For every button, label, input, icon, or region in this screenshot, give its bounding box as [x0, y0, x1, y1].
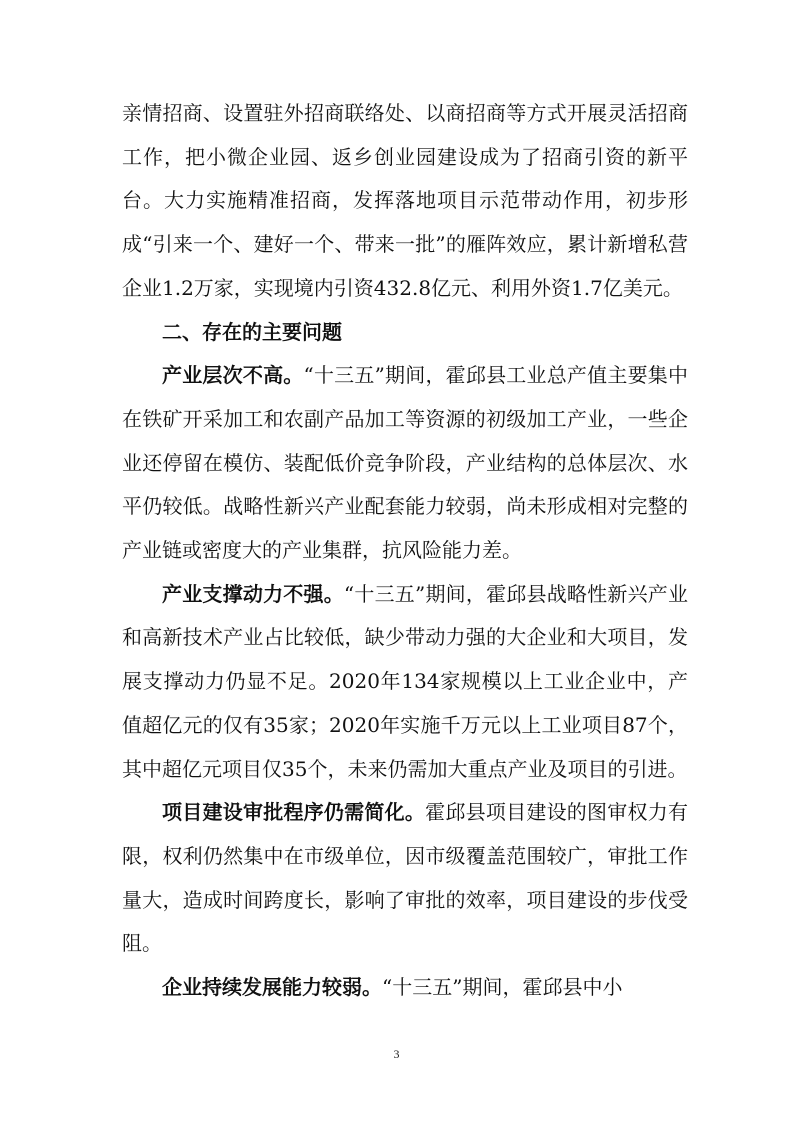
document-body — [122, 92, 688, 1010]
paragraph-text: “十三五”期间，霍邱县中小 — [382, 975, 623, 1000]
paragraph-text: “十三五”期间，霍邱县战略性新兴产业和高新技术产业占比较低，缺少带动力强的大企业和大项目，发展支撑动力仍显不足。2020年134家规模以上工业企业中，产值超亿元的仅有35家；2020年实施千万元以上工业项目87个，其中超亿元项目仅35个，未来仍需加大重点产业及项目的引进。 — [122, 581, 688, 781]
paragraph-lead: 项目建设审批程序仍需简化。 — [162, 800, 426, 825]
paragraph-text: “十三五”期间，霍邱县工业总产值主要集中在铁矿开采加工和农副产品加工等资源的初级加工产业，一些企业还停留在模仿、装配低价竞争阶段，产业结构的总体层次、水平仍较低。战略性新兴产业配套能力较弱，尚未形成相对完整的产业链或密度大的产业集群，抗风险能力差。 — [122, 363, 689, 563]
paragraph-enterprise-development — [122, 966, 688, 1010]
paragraph-lead: 产业层次不高。 — [162, 363, 304, 388]
paragraph-lead: 企业持续发展能力较弱。 — [162, 975, 382, 1000]
section-heading: 二、存在的主要问题 — [162, 319, 342, 344]
page-number: 3 — [393, 1047, 400, 1061]
paragraph-industry-level — [122, 354, 688, 573]
paragraph-text: 霍邱县项目建设的图审权力有限，权利仍然集中在市级单位，因市级覆盖范围较广，审批工作量大，造成时间跨度长，影响了审批的效率，项目建设的步伐受阻。 — [122, 800, 689, 956]
paragraph-approval-process — [122, 791, 688, 966]
continuation-paragraph: 亲情招商、设置驻外招商联络处、以商招商等方式开展灵活招商工作，把小微企业园、返乡创业园建设成为了招商引资的新平台。大力实施精准招商，发挥落地项目示范带动作用，初步形成“引来一个、建好一个、带来一批”的雁阵效应，累计新增私营企业1.2万家，实现境内引资432.8亿元、利用外资1.7亿美元。 — [122, 101, 688, 300]
paragraph-industry-support — [122, 573, 688, 792]
paragraph-lead: 产业支撑动力不强。 — [162, 581, 344, 606]
